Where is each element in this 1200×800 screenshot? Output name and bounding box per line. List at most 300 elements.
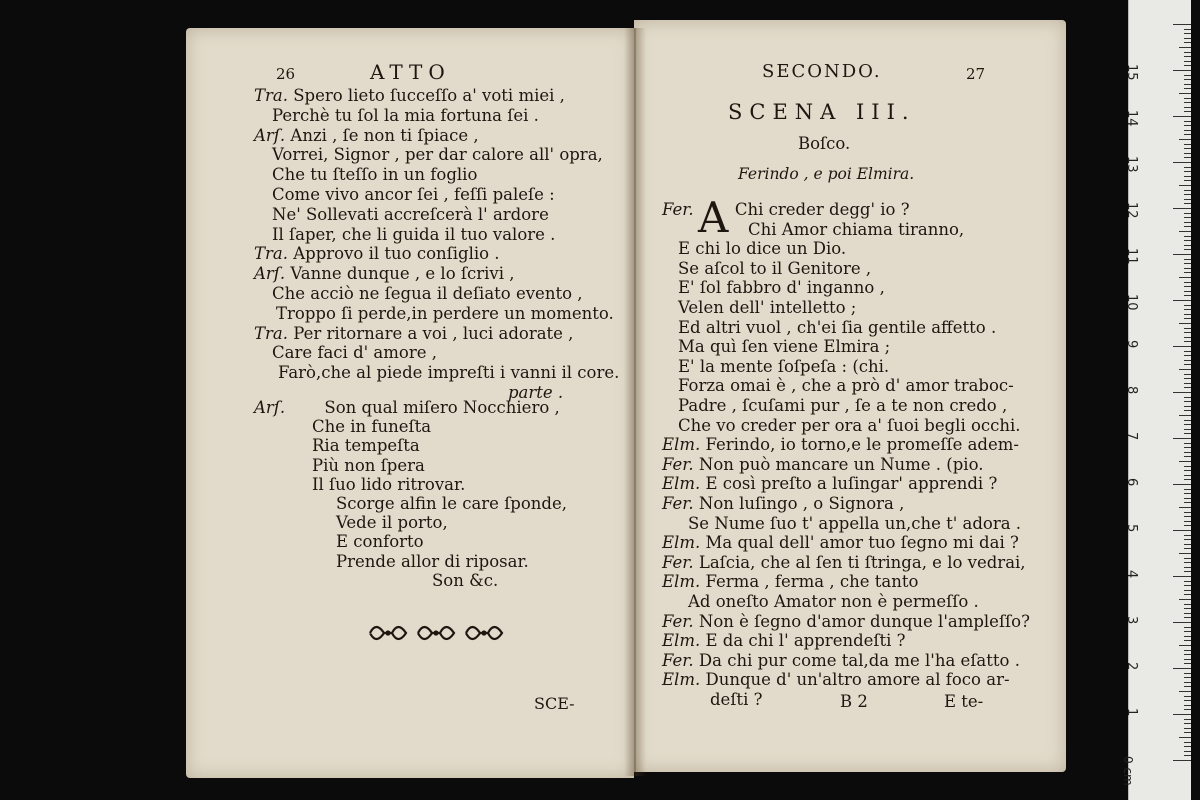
ruler-label: 2 bbox=[1124, 662, 1139, 671]
speaker-label: Fer. bbox=[662, 552, 699, 572]
ruler-tick bbox=[1173, 162, 1191, 163]
ruler-tick bbox=[1184, 585, 1191, 586]
text-line bbox=[662, 572, 918, 592]
ruler-tick bbox=[1184, 493, 1191, 494]
text-line bbox=[662, 631, 906, 651]
drop-cap: A bbox=[698, 193, 729, 242]
ruler-tick bbox=[1184, 88, 1191, 89]
verse-text: Non può mancare un Nume . (pio. bbox=[698, 454, 984, 474]
text-line bbox=[254, 494, 567, 514]
ruler-tick bbox=[1184, 194, 1191, 195]
ruler-tick bbox=[1179, 507, 1191, 508]
ornament-icon bbox=[362, 618, 512, 648]
scene-characters: Ferindo , e poi Elmira. bbox=[738, 165, 915, 183]
ruler-label: 15 bbox=[1124, 64, 1139, 81]
verse-text: Se Nume ſuo t' appella un,che t' adora . bbox=[688, 513, 1022, 533]
ruler-tick bbox=[1184, 378, 1191, 379]
verse-text: Più non ſpera bbox=[312, 455, 425, 475]
ruler-tick bbox=[1184, 102, 1191, 103]
ruler-tick bbox=[1184, 516, 1191, 517]
ruler-tick bbox=[1184, 627, 1191, 628]
ruler-tick bbox=[1184, 107, 1191, 108]
ruler-tick bbox=[1184, 79, 1191, 80]
ruler-label: 11 bbox=[1124, 248, 1139, 265]
ruler-tick bbox=[1184, 489, 1191, 490]
text-line bbox=[254, 86, 565, 106]
verse-text: Dunque d' un'altro amore al foco ar- bbox=[705, 670, 1010, 690]
text-line bbox=[662, 612, 1030, 632]
ruler-label: 9 bbox=[1124, 340, 1139, 349]
ruler-tick bbox=[1184, 452, 1191, 453]
verse-text: Il ſaper, che li guida il tuo valore . bbox=[272, 224, 556, 244]
ruler-tick bbox=[1184, 286, 1191, 287]
ruler-tick bbox=[1173, 70, 1191, 71]
ruler-tick bbox=[1184, 272, 1191, 273]
ruler-tick bbox=[1184, 29, 1191, 30]
text-line bbox=[662, 494, 904, 514]
ruler-tick bbox=[1184, 111, 1191, 112]
ruler-tick bbox=[1184, 190, 1191, 191]
speaker-label: Elm. bbox=[662, 474, 706, 494]
ruler-tick bbox=[1184, 148, 1191, 149]
ruler-tick bbox=[1184, 397, 1191, 398]
ruler-tick bbox=[1184, 732, 1191, 733]
ruler-tick bbox=[1184, 696, 1191, 697]
verse-text: E' ſol fabbro d' inganno , bbox=[678, 278, 885, 298]
verse-text: E' la mente ſoſpeſa : (chi. bbox=[678, 356, 890, 376]
ruler-tick bbox=[1184, 562, 1191, 563]
ruler-tick bbox=[1184, 686, 1191, 687]
ruler-label: 12 bbox=[1124, 202, 1139, 219]
ruler-tick bbox=[1184, 38, 1191, 39]
text-line bbox=[662, 298, 856, 318]
speaker-label: Tra. bbox=[254, 244, 294, 264]
speaker-label: Arſ. bbox=[254, 264, 291, 284]
ruler-tick bbox=[1184, 650, 1191, 651]
text-line bbox=[254, 264, 514, 284]
ruler-tick bbox=[1173, 622, 1191, 623]
ruler-tick bbox=[1184, 203, 1191, 204]
ruler-tick bbox=[1173, 116, 1191, 117]
text-line bbox=[254, 363, 619, 383]
ruler-tick bbox=[1184, 571, 1191, 572]
ruler-tick bbox=[1184, 65, 1191, 66]
ruler-tick bbox=[1184, 636, 1191, 637]
verse-text: Non luſingo , o Signora , bbox=[698, 494, 905, 513]
ruler-tick bbox=[1184, 654, 1191, 655]
text-line bbox=[254, 343, 437, 363]
ruler-tick bbox=[1173, 576, 1191, 577]
speaker-label: Fer. bbox=[662, 611, 699, 631]
ruler-label: 10 bbox=[1124, 294, 1139, 311]
verse-text: Come vivo ancor ſei , feſſi paleſe : bbox=[272, 185, 555, 204]
speaker-label: Elm. bbox=[662, 435, 706, 455]
ruler-label: 1 bbox=[1124, 708, 1139, 717]
ruler-tick bbox=[1184, 245, 1191, 246]
ruler-tick bbox=[1173, 300, 1191, 301]
ruler-tick bbox=[1173, 760, 1191, 761]
ruler-tick bbox=[1173, 392, 1191, 393]
ruler-tick bbox=[1184, 521, 1191, 522]
ruler-tick bbox=[1184, 420, 1191, 421]
text-line bbox=[254, 106, 539, 126]
text-line bbox=[662, 533, 1019, 553]
ruler-tick bbox=[1184, 709, 1191, 710]
ruler-tick bbox=[1184, 539, 1191, 540]
ruler-tick bbox=[1184, 360, 1191, 361]
ruler-tick bbox=[1184, 213, 1191, 214]
ruler-tick bbox=[1173, 668, 1191, 669]
verse-text: Ed altri vuol , ch'ei ſia gentile affetto . bbox=[678, 317, 997, 337]
left-catchword: SCE- bbox=[534, 694, 575, 713]
ruler-tick bbox=[1179, 691, 1191, 692]
ruler-tick bbox=[1184, 663, 1191, 664]
text-line bbox=[254, 417, 431, 437]
ruler-tick bbox=[1184, 217, 1191, 218]
ruler-tick bbox=[1184, 199, 1191, 200]
ruler-label: 3 bbox=[1124, 616, 1139, 625]
ruler-label: 8 bbox=[1124, 386, 1139, 395]
ruler-tick bbox=[1179, 185, 1191, 186]
ruler-tick bbox=[1184, 282, 1191, 283]
ruler-tick bbox=[1179, 93, 1191, 94]
speaker-label: Elm. bbox=[662, 670, 706, 690]
ruler-tick bbox=[1173, 254, 1191, 255]
ruler-tick bbox=[1179, 231, 1191, 232]
ruler-tick bbox=[1184, 374, 1191, 375]
text-line bbox=[254, 436, 420, 456]
text-line bbox=[662, 396, 1007, 416]
text-line bbox=[662, 318, 996, 338]
ruler-tick bbox=[1184, 268, 1191, 269]
ruler-tick bbox=[1184, 700, 1191, 701]
ruler-tick bbox=[1184, 56, 1191, 57]
ruler-tick bbox=[1184, 590, 1191, 591]
ruler-tick bbox=[1184, 682, 1191, 683]
verse-text: Che tu ſteſſo in un foglio bbox=[272, 165, 478, 185]
ruler-tick bbox=[1184, 424, 1191, 425]
measuring-ruler bbox=[1121, 0, 1191, 800]
text-line bbox=[254, 244, 500, 264]
ruler-tick bbox=[1179, 415, 1191, 416]
verse-text: E conforto bbox=[336, 532, 424, 552]
ruler-tick bbox=[1184, 171, 1191, 172]
text-line bbox=[662, 435, 1019, 455]
ruler-tick bbox=[1184, 659, 1191, 660]
ruler-tick bbox=[1184, 608, 1191, 609]
ruler-tick bbox=[1184, 52, 1191, 53]
ruler-tick bbox=[1184, 567, 1191, 568]
ruler-tick bbox=[1184, 429, 1191, 430]
ruler-tick bbox=[1184, 291, 1191, 292]
ruler-tick bbox=[1184, 153, 1191, 154]
ruler-tick bbox=[1184, 309, 1191, 310]
ruler-tick bbox=[1184, 75, 1191, 76]
ruler-tick bbox=[1184, 305, 1191, 306]
ruler-tick bbox=[1173, 208, 1191, 209]
text-line bbox=[662, 553, 1026, 573]
text-line bbox=[254, 456, 425, 476]
ruler-tick bbox=[1184, 130, 1191, 131]
ruler-tick bbox=[1173, 484, 1191, 485]
text-line bbox=[254, 398, 560, 418]
text-line bbox=[662, 592, 979, 612]
verse-text: Ria tempeſta bbox=[312, 436, 420, 456]
scene-setting: Boſco. bbox=[798, 134, 851, 153]
ruler-tick bbox=[1184, 42, 1191, 43]
verse-text: Son &c. bbox=[432, 570, 499, 590]
ruler-label: 6 bbox=[1124, 478, 1139, 487]
ruler-tick bbox=[1184, 640, 1191, 641]
ruler-tick bbox=[1184, 328, 1191, 329]
text-line bbox=[662, 259, 871, 279]
text-line bbox=[662, 376, 1014, 396]
verse-text: parte . bbox=[508, 383, 564, 402]
ruler-tick bbox=[1184, 364, 1191, 365]
ruler-tick bbox=[1184, 249, 1191, 250]
verse-text: Scorge alfin le care ſponde, bbox=[336, 494, 567, 513]
verse-text: Ma qual dell' amor tuo ſegno mi dai ? bbox=[705, 533, 1019, 553]
ruler-tick bbox=[1184, 355, 1191, 356]
speaker-label: Elm. bbox=[662, 533, 706, 553]
ruler-tick bbox=[1184, 401, 1191, 402]
ruler-tick bbox=[1184, 314, 1191, 315]
ruler-tick bbox=[1184, 240, 1191, 241]
ruler-tick bbox=[1184, 719, 1191, 720]
verse-text: Ferindo, io torno,e le promeſſe adem- bbox=[705, 435, 1019, 455]
ruler-tick bbox=[1184, 617, 1191, 618]
text-line bbox=[662, 220, 964, 240]
verse-text: Approvo il tuo conſiglio . bbox=[293, 244, 500, 264]
ruler-tick bbox=[1184, 84, 1191, 85]
ruler-tick bbox=[1184, 535, 1191, 536]
ruler-tick bbox=[1184, 410, 1191, 411]
ruler-tick bbox=[1184, 167, 1191, 168]
ruler-tick bbox=[1184, 558, 1191, 559]
ruler-tick bbox=[1184, 475, 1191, 476]
verse-text: Chi Amor chiama tiranno, bbox=[748, 219, 965, 239]
verse-text: Prende allor di riposar. bbox=[336, 551, 529, 571]
verse-text: Che vo creder per ora a' ſuoi begli occhi. bbox=[678, 415, 1021, 435]
speaker-label: Elm. bbox=[662, 572, 706, 592]
ruler-tick bbox=[1184, 98, 1191, 99]
right-folio: 27 bbox=[966, 65, 986, 83]
text-line bbox=[254, 165, 477, 185]
text-line bbox=[254, 284, 583, 304]
verse-text: Che in funeſta bbox=[312, 417, 432, 437]
verse-text: Anzi , ſe non ti ſpiace , bbox=[290, 125, 479, 145]
verse-text: Care faci d' amore , bbox=[272, 343, 437, 363]
verse-text: Ne' Sollevati accreſcerà l' ardore bbox=[272, 204, 549, 224]
text-line bbox=[662, 239, 846, 259]
ruler-tick bbox=[1184, 259, 1191, 260]
text-line bbox=[662, 514, 1021, 534]
ruler-tick bbox=[1184, 263, 1191, 264]
ruler-tick bbox=[1184, 318, 1191, 319]
verse-text: E così preſto a luſingar' apprendi ? bbox=[705, 474, 998, 494]
ruler-tick bbox=[1184, 677, 1191, 678]
ruler-tick bbox=[1184, 134, 1191, 135]
text-line bbox=[254, 552, 529, 572]
ruler-tick bbox=[1179, 599, 1191, 600]
verse-text: Ferma , ferma , che tanto bbox=[705, 572, 919, 592]
speaker-label: Fer. bbox=[662, 200, 699, 219]
verse-text: Spero lieto ſucceſſo a' voti miei , bbox=[293, 86, 565, 105]
ruler-tick bbox=[1179, 645, 1191, 646]
ruler-label: 7 bbox=[1124, 432, 1139, 441]
text-line bbox=[662, 278, 885, 298]
verse-text: Son qual miſero Nocchiero , bbox=[324, 398, 560, 417]
ruler-tick bbox=[1184, 613, 1191, 614]
ruler-tick bbox=[1184, 125, 1191, 126]
verse-text: Vanne dunque , e lo ſcrivi , bbox=[290, 264, 515, 284]
ruler-tick bbox=[1184, 383, 1191, 384]
ruler-tick bbox=[1184, 456, 1191, 457]
verse-text: Per ritornare a voi , luci adorate , bbox=[293, 323, 574, 343]
text-line bbox=[662, 690, 762, 710]
ruler-tick bbox=[1184, 512, 1191, 513]
verse-text: Vorrei, Signor , per dar calore all' opra, bbox=[272, 145, 603, 165]
text-line bbox=[662, 474, 997, 494]
ruler-label: 4 bbox=[1124, 570, 1139, 579]
left-running-head: ATTO bbox=[370, 60, 451, 84]
ruler-label: 14 bbox=[1124, 110, 1139, 127]
ruler-tick bbox=[1184, 470, 1191, 471]
ruler-tick bbox=[1184, 387, 1191, 388]
right-catchword: E te- bbox=[944, 692, 984, 711]
ruler-tick bbox=[1173, 24, 1191, 25]
ruler-tick bbox=[1184, 236, 1191, 237]
ruler-tick bbox=[1184, 502, 1191, 503]
ruler-tick bbox=[1184, 443, 1191, 444]
ruler-tick bbox=[1184, 673, 1191, 674]
ruler-tick bbox=[1179, 461, 1191, 462]
speaker-label: Tra. bbox=[254, 323, 294, 343]
ruler-tick bbox=[1173, 346, 1191, 347]
verse-text: Chi creder degg' io ? bbox=[734, 200, 910, 219]
ruler-tick bbox=[1184, 498, 1191, 499]
verse-text: Ad oneſto Amator non è permeſſo . bbox=[688, 592, 979, 611]
ruler-tick bbox=[1184, 581, 1191, 582]
ruler-tick bbox=[1184, 33, 1191, 34]
ruler-tick bbox=[1173, 438, 1191, 439]
verse-text: Ma quì ſen viene Elmira ; bbox=[678, 337, 891, 357]
ruler-tick bbox=[1184, 728, 1191, 729]
speaker-label: Arſ. bbox=[254, 125, 291, 145]
verse-text: Non è ſegno d'amor dunque l'ampleſſo? bbox=[698, 611, 1030, 631]
ruler-tick bbox=[1179, 737, 1191, 738]
speaker-label: Elm. bbox=[662, 631, 706, 651]
ruler-unit-label: 0 cm bbox=[1121, 756, 1135, 786]
ruler-tick bbox=[1179, 139, 1191, 140]
text-line bbox=[254, 185, 555, 205]
speaker-label: Arſ. bbox=[254, 398, 291, 417]
ruler-tick bbox=[1173, 714, 1191, 715]
ruler-tick bbox=[1184, 144, 1191, 145]
ruler-tick bbox=[1184, 479, 1191, 480]
verse-text: Padre , ſcuſami pur , ſe a te non credo , bbox=[678, 396, 1008, 415]
verse-text: deſti ? bbox=[710, 690, 763, 709]
ruler-tick bbox=[1184, 157, 1191, 158]
text-line bbox=[254, 225, 555, 245]
ruler-tick bbox=[1184, 631, 1191, 632]
text-line bbox=[254, 571, 498, 591]
verse-text: Forza omai è , che a prò d' amor traboc- bbox=[678, 376, 1014, 396]
speaker-label: Tra. bbox=[254, 86, 294, 105]
verse-text: Se aſcol to il Genitore , bbox=[678, 258, 872, 278]
speaker-label: Fer. bbox=[662, 454, 699, 474]
text-line bbox=[254, 145, 603, 165]
text-line bbox=[254, 304, 614, 324]
verse-text: Perchè tu ſol la mia fortuna ſei . bbox=[272, 105, 539, 125]
ruler-tick bbox=[1184, 180, 1191, 181]
book-gutter bbox=[624, 28, 646, 776]
verse-text: Che acciò ne ſegua il deſiato evento , bbox=[272, 284, 583, 303]
speaker-label: Fer. bbox=[662, 494, 699, 513]
ruler-tick bbox=[1179, 277, 1191, 278]
ruler-tick bbox=[1184, 121, 1191, 122]
text-line bbox=[662, 455, 983, 475]
text-line bbox=[254, 532, 424, 552]
left-folio: 26 bbox=[276, 65, 296, 83]
text-line bbox=[662, 200, 910, 220]
ruler-tick bbox=[1173, 530, 1191, 531]
text-line bbox=[662, 416, 1021, 436]
verse-text: E da chi l' apprendeſti ? bbox=[705, 631, 906, 651]
ruler-tick bbox=[1184, 332, 1191, 333]
verse-text: Da chi pur come tal,da me l'ha eſatto . bbox=[698, 650, 1020, 670]
verse-text: Laſcia, che al ſen ti ſtringa, e lo vedrai, bbox=[698, 552, 1026, 572]
ruler-tick bbox=[1184, 746, 1191, 747]
ruler-tick bbox=[1184, 705, 1191, 706]
ruler-tick bbox=[1184, 604, 1191, 605]
ruler-tick bbox=[1184, 351, 1191, 352]
text-line bbox=[254, 126, 479, 146]
speaker-label: Fer. bbox=[662, 650, 699, 670]
verse-text: Velen dell' intelletto ; bbox=[678, 298, 857, 317]
text-line bbox=[662, 670, 1010, 690]
ruler-tick bbox=[1184, 544, 1191, 545]
ruler-tick bbox=[1184, 433, 1191, 434]
ruler-tick bbox=[1179, 323, 1191, 324]
ruler-tick bbox=[1184, 337, 1191, 338]
text-line bbox=[254, 513, 448, 533]
verse-text: E chi lo dice un Dio. bbox=[678, 239, 847, 259]
verse-text: Il ſuo lido ritrovar. bbox=[312, 474, 466, 494]
ruler-tick bbox=[1184, 61, 1191, 62]
ruler-tick bbox=[1184, 341, 1191, 342]
ruler-tick bbox=[1184, 723, 1191, 724]
text-line bbox=[662, 357, 889, 377]
ruler-tick bbox=[1184, 594, 1191, 595]
verse-text: Farò,che al piede impreſti i vanni il core. bbox=[278, 363, 620, 383]
verse-text: Troppo ſi perde,in perdere un momento. bbox=[276, 303, 614, 323]
ruler-tick bbox=[1179, 553, 1191, 554]
verse-text: Vede il porto, bbox=[336, 513, 448, 533]
ruler-tick bbox=[1179, 47, 1191, 48]
text-line bbox=[254, 475, 465, 495]
ruler-tick bbox=[1184, 548, 1191, 549]
ruler-label: 5 bbox=[1124, 524, 1139, 533]
right-running-head: SECONDO. bbox=[762, 61, 882, 82]
ruler-tick bbox=[1184, 176, 1191, 177]
ruler-tick bbox=[1184, 742, 1191, 743]
text-line bbox=[662, 337, 890, 357]
ruler-tick bbox=[1184, 466, 1191, 467]
signature-mark: B 2 bbox=[840, 692, 868, 711]
ruler-tick bbox=[1184, 447, 1191, 448]
ruler-tick bbox=[1184, 226, 1191, 227]
